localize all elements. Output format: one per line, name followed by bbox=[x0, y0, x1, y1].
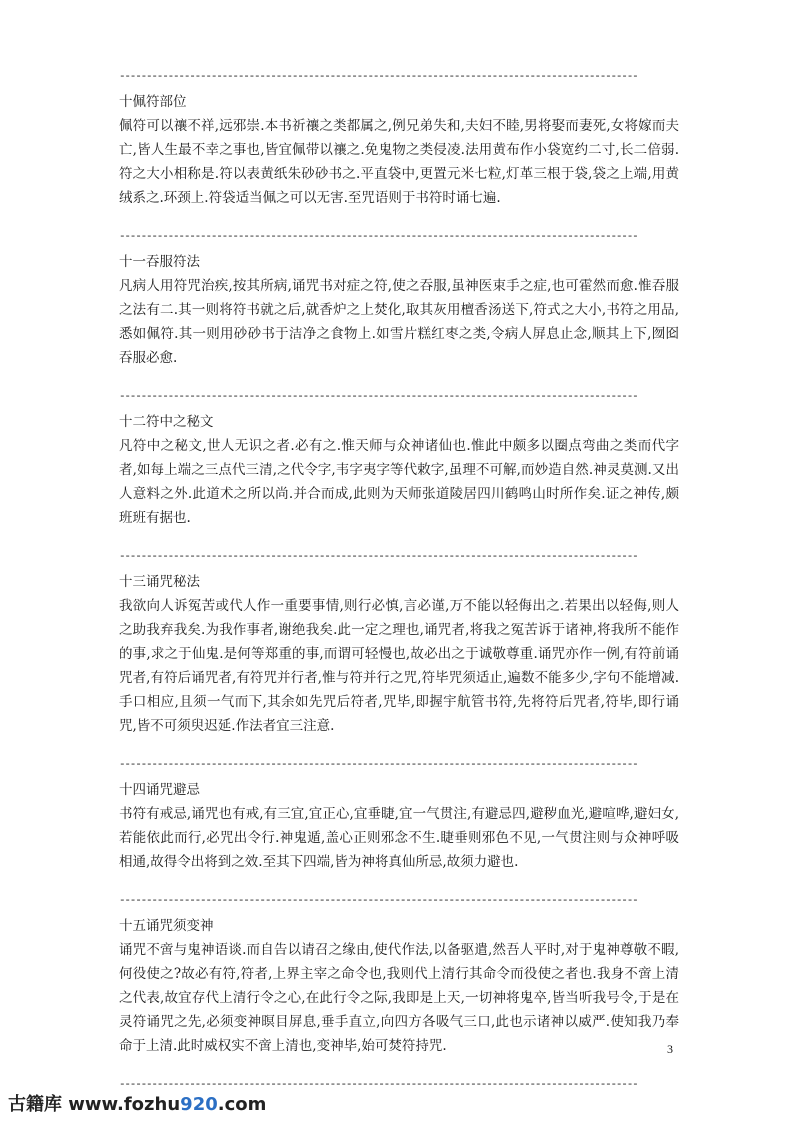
section-divider: ------------------------------------------------------------------------------------------------ bbox=[119, 1079, 638, 1091]
footer-watermark bbox=[8, 1090, 266, 1116]
page-content bbox=[119, 70, 679, 1092]
section-title: 十佩符部位 bbox=[119, 94, 187, 110]
section-title: 十四诵咒避忌 bbox=[119, 782, 200, 798]
section-peifu bbox=[119, 92, 679, 210]
section-body: 佩符可以禳不祥,远邪崇.本书祈禳之类都属之,例兄弟失和,夫妇不睦,男将娶而妻死,女将嫁而夫亡,皆人生最不幸之事也,皆宜佩带以禳之.免鬼物之类侵凌.法用黄布作小袋宽约二寸,长二倍弱.符之大小相称是.符以表黄纸朱砂砂书之.平直袋中,更置元米七粒,灯革三根于袋,袋之上端,用黄绒系之.环颈上.符袋适当佩之可以无害.至咒语则于书符时诵七遍. bbox=[119, 118, 679, 206]
section-songzhou-biji bbox=[119, 780, 679, 874]
section-divider: ------------------------------------------------------------------------------------------------ bbox=[119, 231, 638, 243]
section-tunfu bbox=[119, 252, 679, 370]
section-divider: ------------------------------------------------------------------------------------------------ bbox=[119, 71, 638, 83]
section-title: 十一吞服符法 bbox=[119, 254, 200, 270]
section-title: 十二符中之秘文 bbox=[119, 414, 214, 430]
section-divider: ------------------------------------------------------------------------------------------------ bbox=[119, 759, 638, 771]
watermark-url-number: 920 bbox=[180, 1094, 218, 1115]
section-title: 十三诵咒秘法 bbox=[119, 574, 200, 590]
section-body: 凡符中之秘文,世人无识之者.必有之.惟天师与众神诸仙也.惟此中颇多以圈点弯曲之类而代字者,如每上端之三点代三清,之代令字,韦字夷字等代敕字,虽理不可解,而妙造自然.神灵莫测.又出人意料之外.此道术之所以尚.并合而成,此则为天师张道陵居四川鹤鸣山时所作矣.证之神传,颇班班有据也. bbox=[119, 438, 679, 526]
watermark-url-prefix: www.fozhu bbox=[68, 1094, 181, 1115]
section-body: 我欲向人诉冤苦或代人作一重要事情,则行必慎,言必谨,万不能以轻侮出之.若果出以轻侮,则人之助我弃我矣.为我作事者,谢绝我矣.此一定之理也,诵咒者,将我之冤苦诉于诸神,将我所不能作的事,求之于仙鬼.是何等郑重的事,而谓可轻慢也,故必出之于诚敬尊重.诵咒亦作一例,有符前诵咒者,有符后诵咒者,有符咒并行者,惟与符并行之咒,符毕咒须适止,遍数不能多少,字句不能增减.手口相应,且须一气而下,其余如先咒后符者,咒毕,即握宇航管书符,先将符后咒者,符毕,即行诵咒,皆不可须臾迟延.作法者宜三注意. bbox=[119, 598, 679, 734]
section-miwen bbox=[119, 412, 679, 530]
section-title: 十五诵咒须变神 bbox=[119, 918, 214, 934]
watermark-brand: 古籍库 bbox=[8, 1094, 62, 1115]
section-body: 凡病人用符咒治疾,按其所病,诵咒书对症之符,使之吞服,虽神医束手之症,也可霍然而愈.惟吞服之法有二.其一则将符书就之后,就香炉之上焚化,取其灰用檀香汤送下,符式之大小,书符之用品,悉如佩符.其一则用砂砂书于洁净之食物上.如雪片糕红枣之类,令病人屏息止念,顺其上下,囫囵吞服必愈. bbox=[119, 278, 679, 366]
page-number: 3 bbox=[667, 1042, 673, 1056]
section-divider: ------------------------------------------------------------------------------------------------ bbox=[119, 895, 638, 907]
section-songzhou-mifa bbox=[119, 572, 679, 738]
section-body: 书符有戒忌,诵咒也有戒,有三宜,宜正心,宜垂睫,宜一气贯注,有避忌四,避秽血光,避喧哗,避妇女,若能依此而行,必咒出令行.神鬼遁,盖心正则邪念不生.睫垂则邪色不见,一气贯注则与众神呼吸相通,故得令出将到之效.至其下四端,皆为神将真仙所忌,故须力避也. bbox=[119, 806, 679, 870]
section-divider: ------------------------------------------------------------------------------------------------ bbox=[119, 551, 638, 563]
section-bianshen bbox=[119, 916, 679, 1058]
watermark-url-suffix: .com bbox=[217, 1094, 267, 1115]
section-body: 诵咒不啻与鬼神语谈.而自告以请召之缘由,使代作法,以备驱遣,然吾人平时,对于鬼神尊敬不暇,何役使之?故必有符,符者,上界主宰之命令也,我则代上清行其命令而役使之者也.我身不啻上清之代表,故宜存代上清行令之心,在此行令之际,我即是上天,一切神将鬼卒,皆当听我号令,于是在灵符诵咒之先,必须变神暝目屏息,垂手直立,向四方各吸气三口,此也示诸神以威严.使知我乃奉命于上清.此时威权实不啻上清也,变神毕,始可焚符持咒. bbox=[119, 942, 679, 1054]
section-divider: ------------------------------------------------------------------------------------------------ bbox=[119, 391, 638, 403]
